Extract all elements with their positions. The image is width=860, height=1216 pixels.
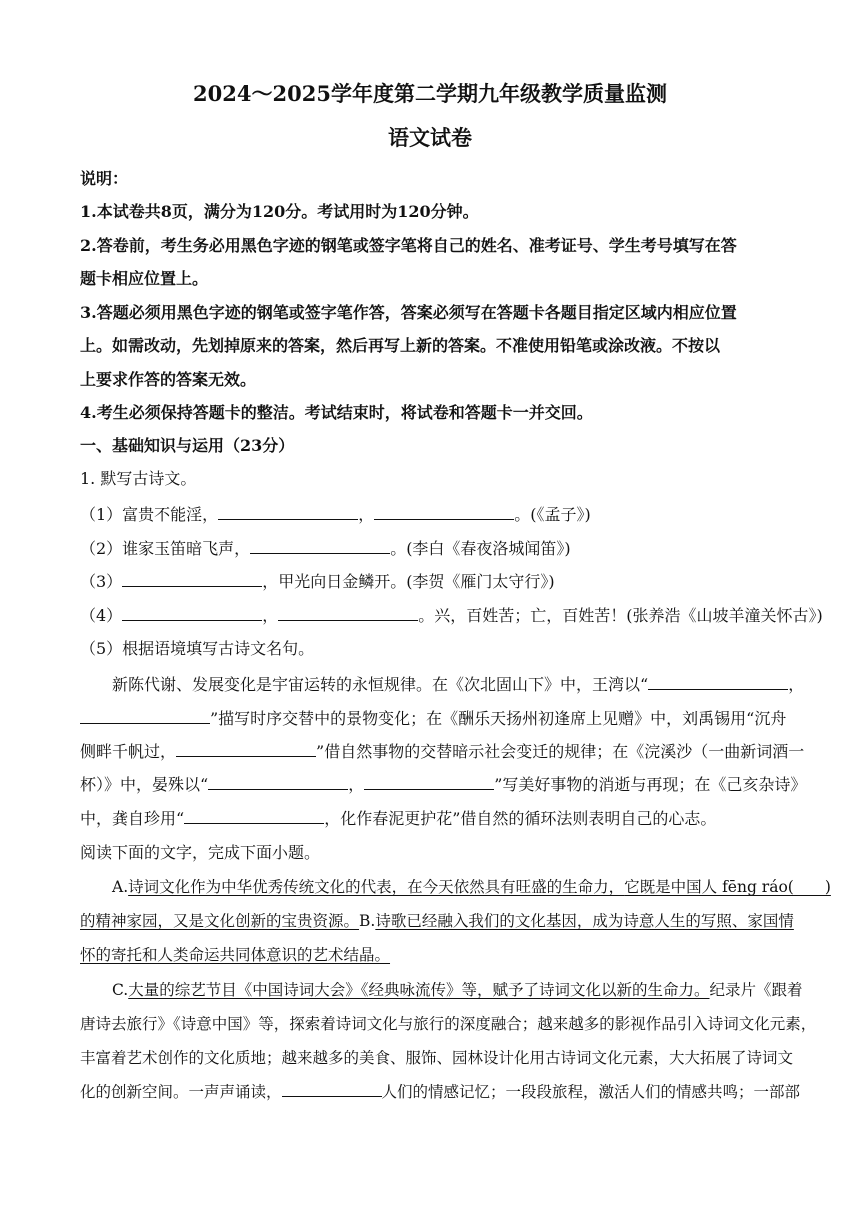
question-stem: 1. 默写古诗文。 (80, 469, 197, 488)
underlined-sentence-a: 诗词文化作为中华优秀传统文化的代表，在今天依然具有旺盛的生命力， (128, 878, 625, 896)
context-line (112, 672, 804, 695)
answer-blank[interactable] (648, 675, 788, 690)
answer-blank[interactable] (278, 606, 418, 621)
instruction-line: 上。如需改动，先划掉原来的答案，然后再写上新的答案。不准使用铅笔或涂改液。不按以 (80, 336, 721, 355)
answer-blank[interactable] (250, 539, 390, 554)
instruction-line: 1.本试卷共8页，满分为120分。考试用时为120分钟。 (80, 202, 479, 221)
context-text: ， (348, 775, 365, 794)
answer-blank[interactable] (122, 572, 262, 587)
reading-paragraph-a (112, 875, 831, 897)
answer-blank[interactable] (208, 775, 348, 790)
instruction-line: 4.考生必须保持答题卡的整洁。考试结束时，将试卷和答题卡一并交回。 (80, 403, 593, 422)
reading-line (80, 1080, 800, 1102)
q1-part2-text: （2）谁家玉笛暗飞声， (80, 539, 251, 558)
instruction-line: 上要求作答的答案无效。 (80, 370, 257, 389)
sentence-label: A. (112, 878, 129, 896)
instruction-line: 题卡相应位置上。 (80, 269, 209, 288)
paragraph-text: 人们的情感记忆；一段段旅程，激活人们的情感共鸣；一部部 (381, 1083, 801, 1101)
exam-title: 2024～2025学年度第二学期九年级教学质量监测 (193, 81, 667, 106)
context-text: ”借自然事物的交替暗示社会变迁的规律；在《浣溪沙（一曲新词酒一 (316, 742, 805, 761)
underlined-sentence-c: 大量的综艺节目《中国诗词大会》《经典咏流传》等，赋予了诗词文化以新的生命力。 (128, 981, 710, 999)
reading-line: 唐诗去旅行》《诗意中国》等，探索着诗词文化与旅行的深度融合；越来越多的影视作品引入诗词文化元素， (80, 1015, 817, 1033)
context-text: 杯）》中，晏殊以“ (80, 775, 209, 794)
context-line (80, 739, 804, 762)
q1-part3-text: ，甲光向日金鳞开。(李贺《雁门太守行》) (262, 572, 555, 591)
underlined-sentence-a: 的精神家园，又是文化创新的宝贵资源。 (80, 912, 360, 930)
instruction-line: 3.答题必须用黑色字迹的钢笔或签字笔作答，答案必须写在答题卡各题目指定区域内相应位置 (80, 303, 737, 322)
answer-blank[interactable] (184, 809, 324, 824)
paragraph-text: 化的创新空间。一声声诵读， (80, 1083, 282, 1101)
context-line (80, 772, 806, 795)
q1-part1-text: 。(《孟子》) (514, 505, 591, 524)
q1-part4-text: ， (262, 606, 279, 625)
context-text: 新陈代谢、发展变化是宇宙运转的永恒规律。在《次北固山下》中，王湾以“ (112, 675, 649, 694)
context-line (80, 806, 716, 829)
q1-part1-text: （1）富贵不能淫， (80, 505, 219, 524)
answer-blank[interactable] (80, 709, 210, 724)
answer-blank[interactable] (218, 505, 358, 520)
q1-part4 (80, 603, 823, 626)
context-text: ， (788, 675, 805, 694)
answer-blank[interactable] (122, 606, 262, 621)
context-text: 中，龚自珍用“ (80, 809, 185, 828)
answer-blank[interactable] (364, 775, 494, 790)
answer-blank[interactable] (282, 1082, 382, 1097)
context-line (80, 706, 786, 729)
q1-part4-text: （4） (80, 606, 123, 625)
section-heading: 一、基础知识与运用（23分） (80, 436, 295, 455)
reading-paragraph-b-cont (80, 943, 390, 965)
sentence-label: C. (112, 981, 129, 999)
pinyin-fill-blank[interactable]: 它既是中国人 fēng ráo( ) (624, 878, 831, 896)
instruction-line: 2.答卷前，考生务必用黑色字迹的钢笔或签字笔将自己的姓名、准考证号、学生考号填写在答 (80, 236, 737, 255)
underlined-sentence-b: 诗歌已经融入我们的文化基因，成为诗意人生的写照、家国情 (375, 912, 794, 930)
answer-blank[interactable] (374, 505, 514, 520)
instructions-heading: 说明： (80, 169, 129, 188)
q1-part4-text: 。兴，百姓苦；亡，百姓苦！(张养浩《山坡羊潼关怀古》) (418, 606, 823, 625)
q1-part3 (80, 569, 555, 592)
context-text: ”写美好事物的消逝与再现；在《己亥杂诗》 (494, 775, 807, 794)
reading-intro: 阅读下面的文字，完成下面小题。 (80, 843, 321, 862)
reading-paragraph-a-cont (80, 909, 794, 931)
exam-subtitle: 语文试卷 (388, 125, 472, 150)
context-text: ”描写时序交替中的景物变化；在《酬乐天扬州初逢席上见赠》中，刘禹锡用“沉舟 (210, 709, 787, 728)
q1-part1 (80, 502, 591, 525)
context-text: ，化作春泥更护花”借自然的循环法则表明自己的心志。 (324, 809, 717, 828)
reading-paragraph-c (112, 978, 803, 1000)
q1-part2-text: 。(李白《春夜洛城闻笛》) (390, 539, 571, 558)
paragraph-text: 纪录片《跟着 (709, 981, 803, 999)
answer-blank[interactable] (176, 742, 316, 757)
sentence-label: B. (359, 912, 376, 930)
reading-line: 丰富着艺术创作的文化质地；越来越多的美食、服饰、园林设计化用古诗词文化元素，大大拓展了诗词文 (80, 1049, 794, 1067)
underlined-sentence-b: 怀的寄托和人类命运共同体意识的艺术结晶。 (80, 946, 391, 964)
q1-part1-text: ， (358, 505, 375, 524)
q1-part3-text: （3） (80, 572, 123, 591)
q1-part2 (80, 536, 571, 559)
context-text: 侧畔千帆过， (80, 742, 177, 761)
q1-part5: （5）根据语境填写古诗文名句。 (80, 639, 315, 658)
